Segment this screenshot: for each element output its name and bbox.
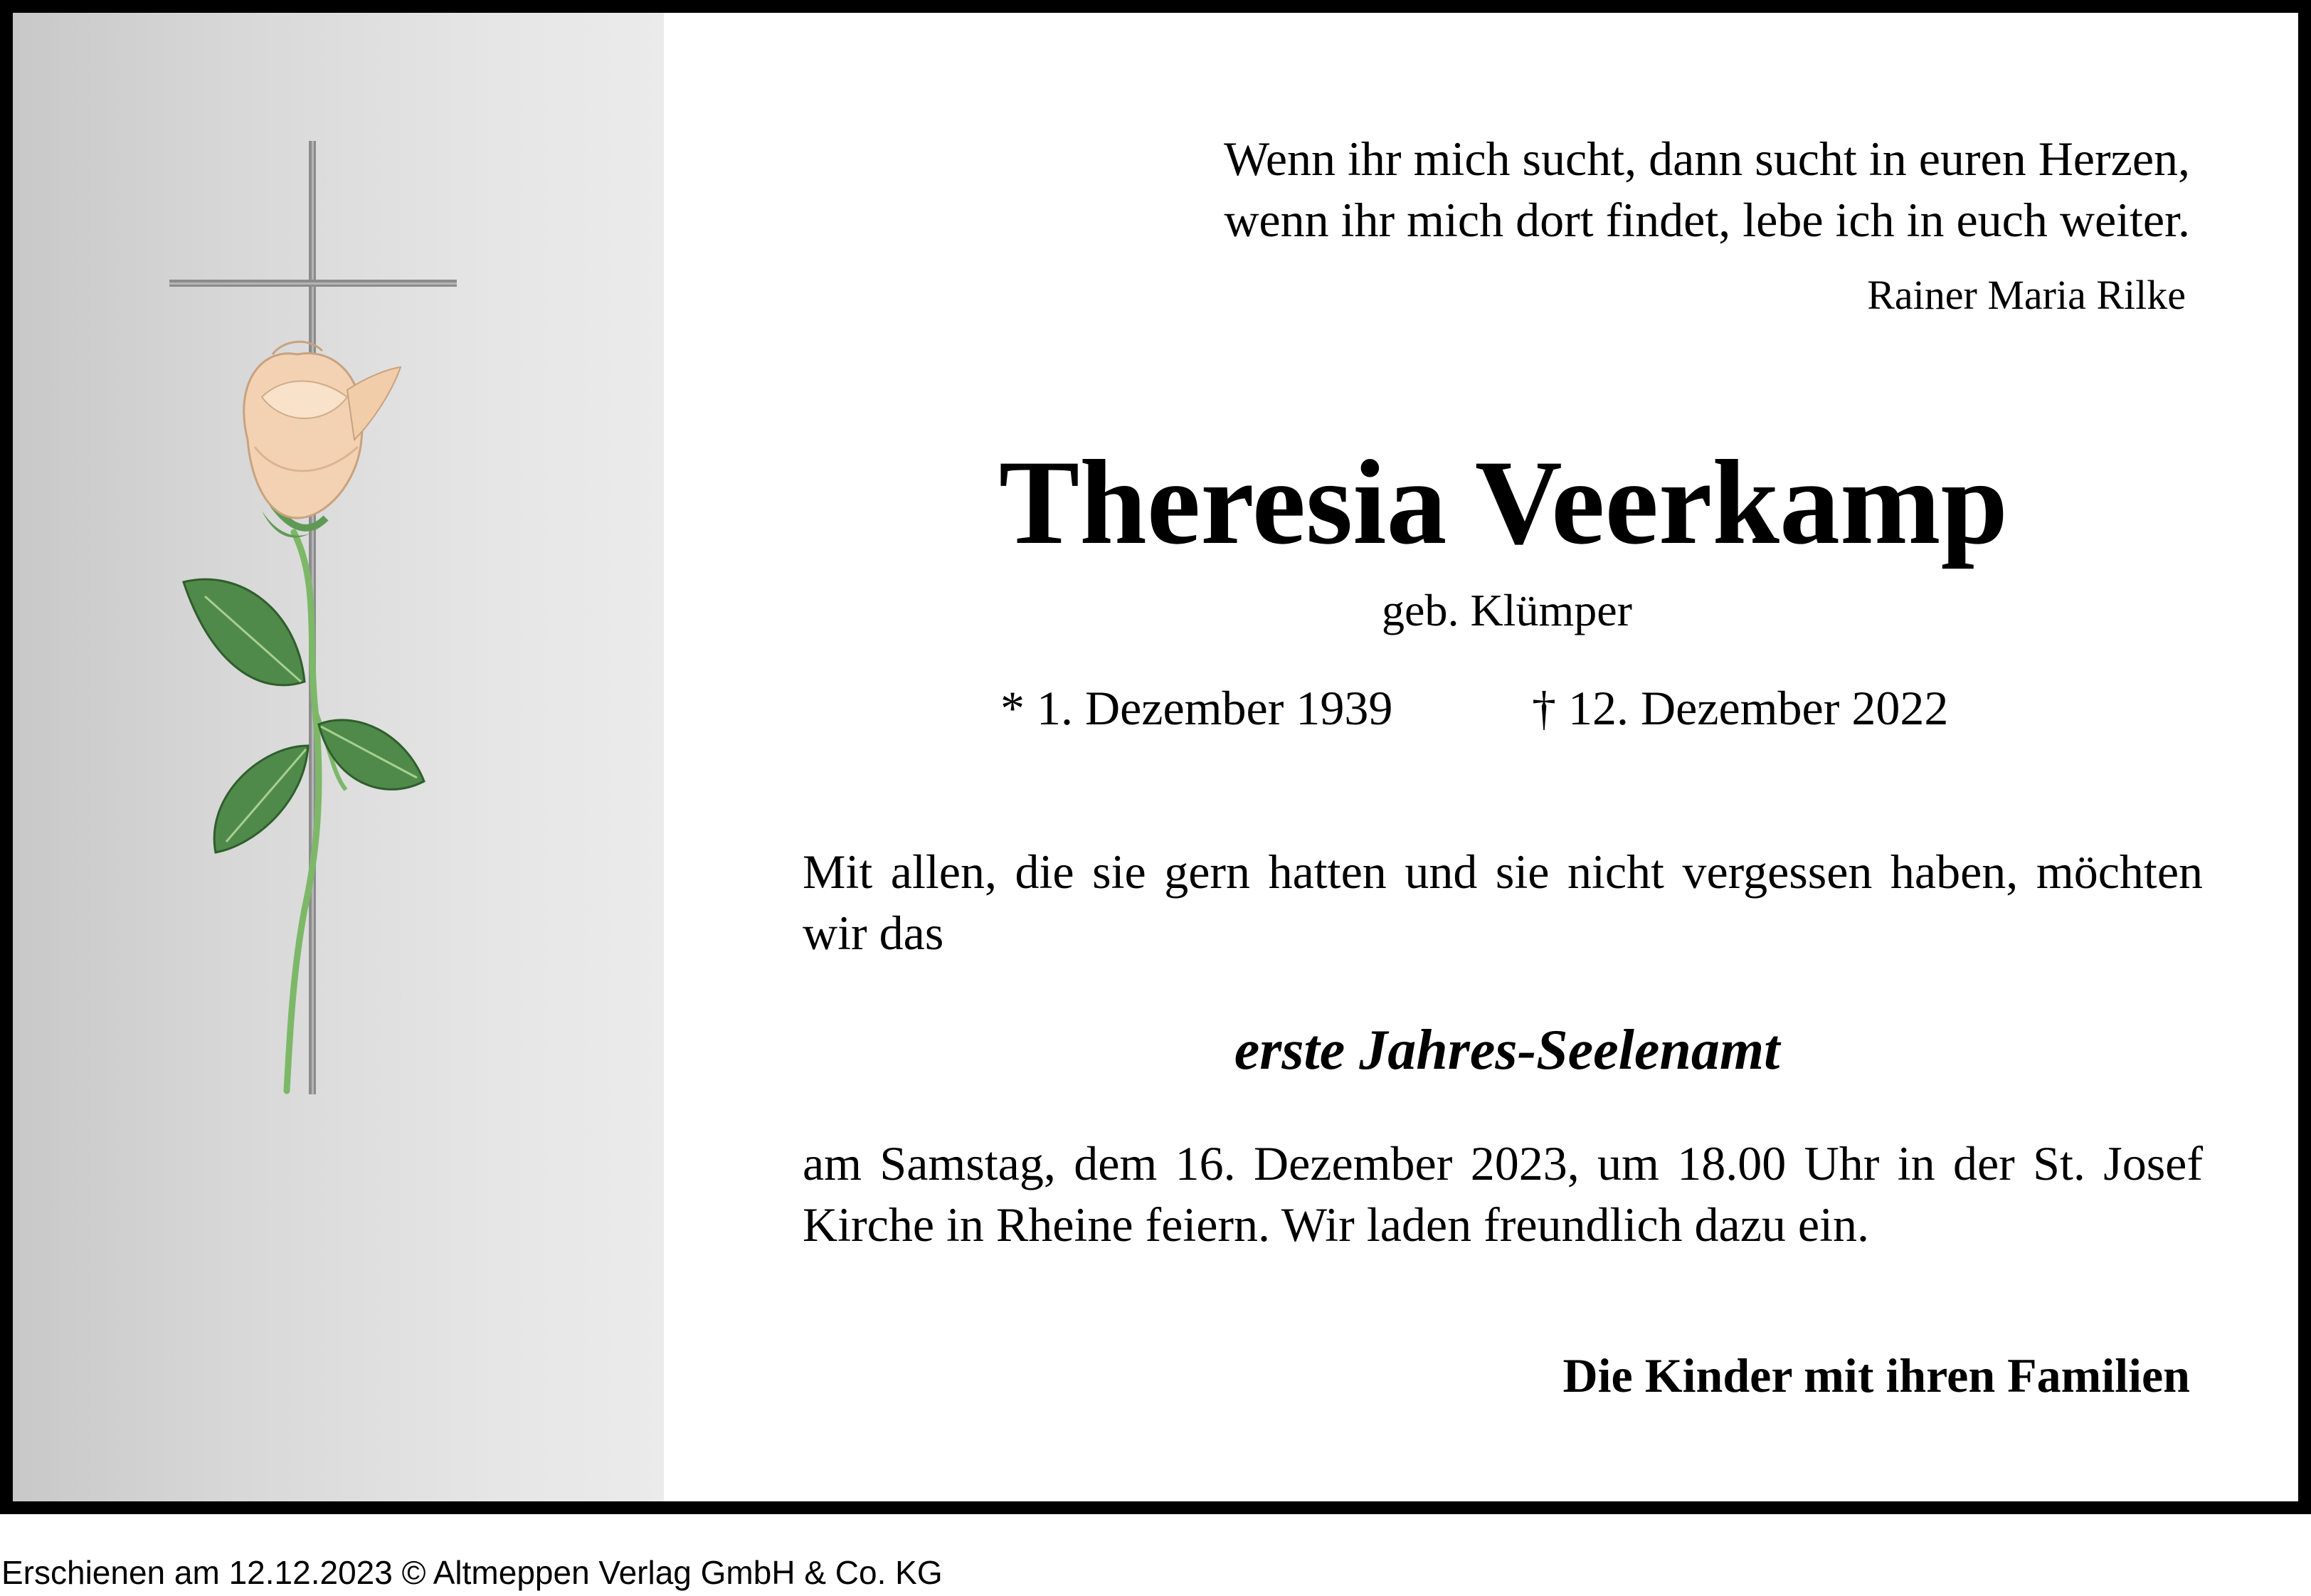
quote-line-1: Wenn ihr mich sucht, dann sucht in euren Herzen, <box>1224 132 2190 186</box>
deceased-name: Theresia Veerkamp <box>998 435 2009 569</box>
quote-line-2: wenn ihr mich dort findet, lebe ich in euch weiter. <box>1224 193 2190 247</box>
maiden-name: geb. Klümper <box>1382 585 1632 635</box>
publication-footer: Erschienen am 12.12.2023 © Altmeppen Verlag GmbH & Co. KG <box>1 1554 943 1591</box>
rose-icon <box>184 342 424 1091</box>
mass-title: erste Jahres-Seelenamt <box>1234 1019 1780 1082</box>
intro-paragraph: Mit allen, die sie gern hatten und sie nicht vergessen haben, möchten wir das <box>803 845 2203 960</box>
death-date: † 12. Dezember 2022 <box>1532 681 1949 735</box>
details-paragraph: am Samstag, dem 16. Dezember 2023, um 18.00 Uhr in der St. Josef Kirche in Rheine feiern. Wir laden freundlich dazu ein. <box>803 1136 2203 1252</box>
quote <box>767 128 2190 250</box>
cross-rose-emblem <box>155 141 482 1109</box>
signature: Die Kinder mit ihren Familien <box>1562 1348 2190 1402</box>
side-panel <box>13 13 664 1501</box>
birth-date: * 1. Dezember 1939 <box>1000 681 1393 735</box>
quote-author: Rainer Maria Rilke <box>1867 272 2186 318</box>
